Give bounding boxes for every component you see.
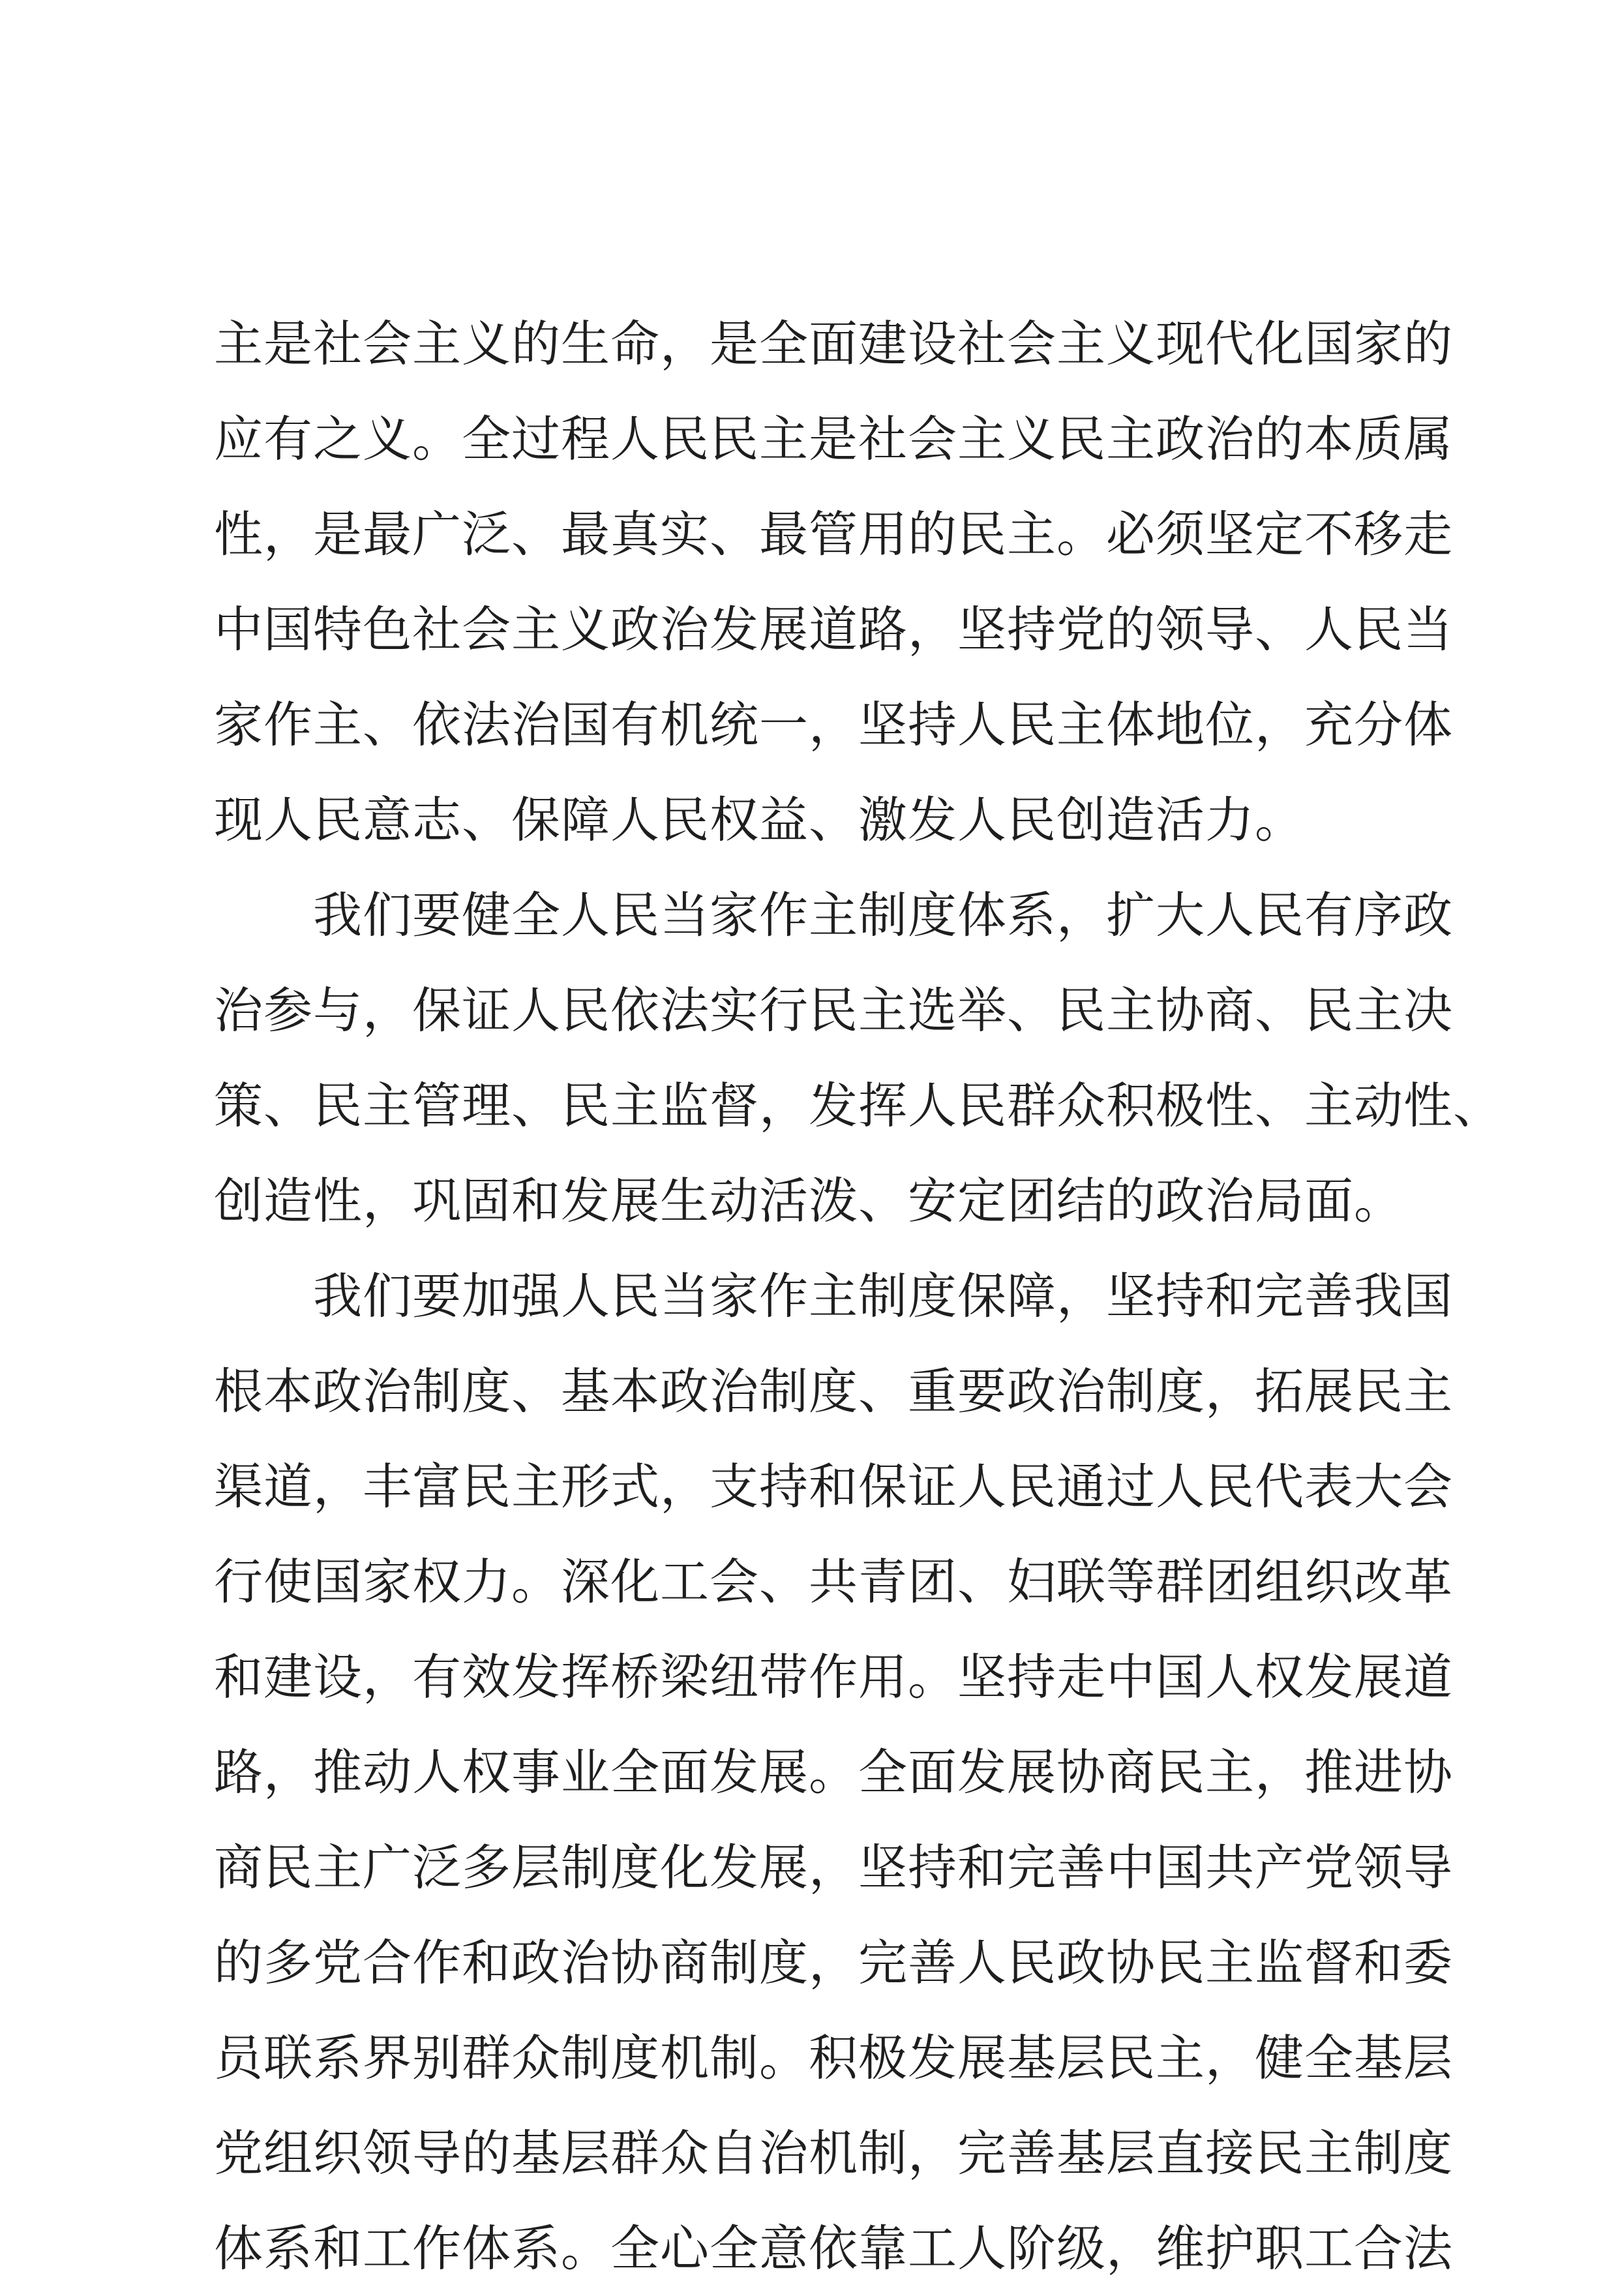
text-line: 路，推动人权事业全面发展。全面发展协商民主，推进协 bbox=[214, 1744, 1454, 1801]
body-text bbox=[214, 296, 1503, 2296]
text-line: 创造性，巩固和发展生动活泼、安定团结的政治局面。 bbox=[214, 1172, 1404, 1230]
text-line: 现人民意志、保障人民权益、激发人民创造活力。 bbox=[214, 791, 1305, 849]
paragraph-first-line: 我们要健全人民当家作主制度体系，扩大人民有序政 bbox=[313, 886, 1454, 944]
text-line: 员联系界别群众制度机制。积极发展基层民主，健全基层 bbox=[214, 2029, 1454, 2087]
text-line: 行使国家权力。深化工会、共青团、妇联等群团组织改革 bbox=[214, 1553, 1454, 1610]
paragraph-first-line: 我们要加强人民当家作主制度保障，坚持和完善我国 bbox=[313, 1267, 1454, 1325]
text-line: 和建设，有效发挥桥梁纽带作用。坚持走中国人权发展道 bbox=[214, 1648, 1454, 1706]
text-line: 应有之义。全过程人民民主是社会主义民主政治的本质属 bbox=[214, 410, 1454, 468]
text-line: 性，是最广泛、最真实、最管用的民主。必须坚定不移走 bbox=[214, 506, 1454, 563]
text-line: 体系和工作体系。全心全意依靠工人阶级，维护职工合法 bbox=[214, 2220, 1454, 2277]
text-line: 渠道，丰富民主形式，支持和保证人民通过人民代表大会 bbox=[214, 1458, 1454, 1515]
text-line: 策、民主管理、民主监督，发挥人民群众积极性、主动性、 bbox=[214, 1077, 1503, 1134]
text-line: 治参与，保证人民依法实行民主选举、民主协商、民主决 bbox=[214, 982, 1454, 1039]
text-line: 商民主广泛多层制度化发展，坚持和完善中国共产党领导 bbox=[214, 1839, 1454, 1896]
text-line: 党组织领导的基层群众自治机制，完善基层直接民主制度 bbox=[214, 2124, 1454, 2182]
text-line: 根本政治制度、基本政治制度、重要政治制度，拓展民主 bbox=[214, 1363, 1454, 1420]
text-line: 家作主、依法治国有机统一，坚持人民主体地位，充分体 bbox=[214, 696, 1454, 753]
text-line: 主是社会主义的生命，是全面建设社会主义现代化国家的 bbox=[214, 315, 1454, 372]
text-line: 中国特色社会主义政治发展道路，坚持党的领导、人民当 bbox=[214, 601, 1454, 658]
text-line: 的多党合作和政治协商制度，完善人民政协民主监督和委 bbox=[214, 1934, 1454, 1991]
